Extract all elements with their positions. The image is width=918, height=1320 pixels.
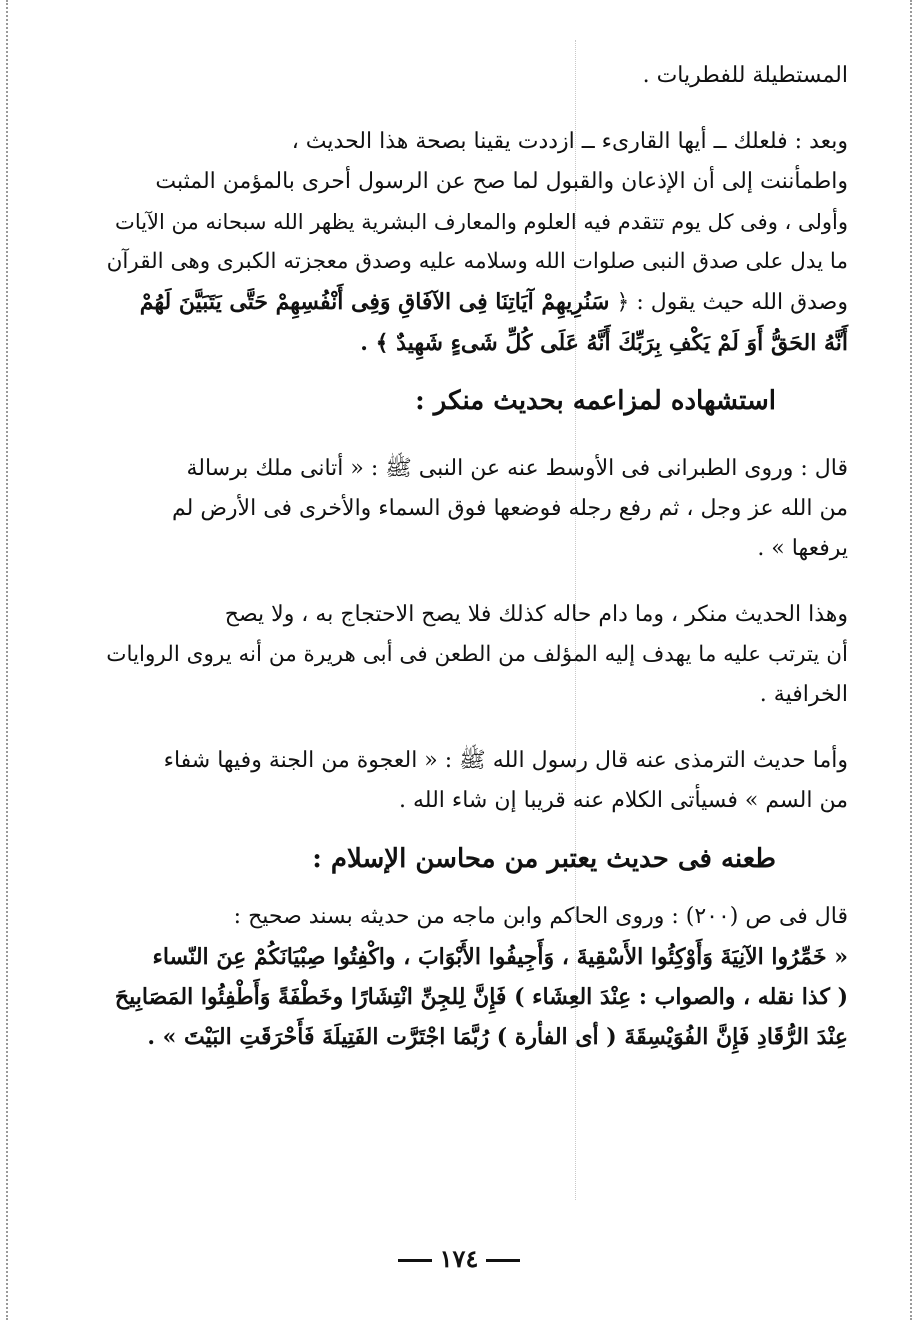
page-body xyxy=(100,56,848,1057)
scan-edge-left xyxy=(6,0,8,1320)
quran-verse-end: أَنَّهُ الحَقُّ أَوَ لَمْ يَكْفِ بِرَبِّكَ أَنَّهُ عَلَى كُلِّ شَىءٍ شَهِيدٌ ﴾ . xyxy=(360,330,848,356)
text-line: وأما حديث الترمذى عنه قال رسول الله ﷺ : « العجوة من الجنة وفيها شفاء xyxy=(163,748,848,773)
text-line: وأولى ، وفى كل يوم تتقدم فيه العلوم والمعارف البشرية يظهر الله سبحانه من الآيات xyxy=(115,210,848,234)
footer-dash-right xyxy=(486,1259,520,1262)
verse-line xyxy=(100,282,848,323)
paragraph-2 xyxy=(100,449,848,569)
page-footer xyxy=(0,1244,918,1273)
section-heading-1: استشهاده لمزاعمه بحديث منكر : xyxy=(415,386,776,416)
page-number: ١٧٤ xyxy=(439,1244,479,1273)
paragraph-3 xyxy=(100,595,848,715)
text-line: أن يترتب عليه ما يهدف إليه المؤلف من الطعن فى أبى هريرة من أنه يروى الروايات xyxy=(106,642,848,667)
paragraph-1 xyxy=(100,122,848,363)
text-line: يرفعها » . xyxy=(757,536,848,561)
paragraph-5 xyxy=(100,897,848,1057)
hadith-text-line: « خَمِّرُوا الآنِيَةَ وَأَوْكِئُوا الأَسْقِيةَ ، وَأَجِيفُوا الأَبْوَابَ ، واكْفِتُوا صِبْيَانَكُمْ عِنَ النّساء xyxy=(152,944,848,970)
text-line: وبعد : فلعلك ــ أيها القارىء ــ ازددت يقينا بصحة هذا الحديث ، xyxy=(291,129,848,154)
text-line: وهذا الحديث منكر ، وما دام حاله كذلك فلا يصح الاحتجاج به ، ولا يصح xyxy=(224,602,848,627)
paragraph-4 xyxy=(100,741,848,821)
section-heading-2: طعنه فى حديث يعتبر من محاسن الإسلام : xyxy=(312,844,776,874)
text-line: من الله عز وجل ، ثم رفع رجله فوضعها فوق السماء والأخرى فى الأرض لم xyxy=(172,496,848,521)
hadith-text-line: عِنْدَ الرُّقَادِ فَإِنَّ الفُوَيْسِقَةَ ( أى الفأرة ) رُبَّمَا اجْتَرَّت الفَتِيلَةَ فَأَحْرَقَتِ البَيْتَ » . xyxy=(147,1024,848,1050)
text-line: الخرافية . xyxy=(759,682,848,707)
text-line: واطمأننت إلى أن الإذعان والقبول لما صح عن الرسول أحرى بالمؤمن المثبت xyxy=(155,169,848,194)
text-line: قال فى ص (٢٠٠) : وروى الحاكم وابن ماجه من حديثه بسند صحيح : xyxy=(233,904,848,929)
continuation-line: المستطيلة للفطريات . xyxy=(642,63,848,88)
verse-lead: وصدق الله حيث يقول : ﴿ xyxy=(609,290,848,315)
text-line: ما يدل على صدق النبى صلوات الله وسلامه عليه وصدق معجزته الكبرى وهى القرآن xyxy=(106,249,848,274)
footer-dash-left xyxy=(398,1259,432,1262)
text-line: قال : وروى الطبرانى فى الأوسط عنه عن النبى ﷺ : « أتانى ملك برسالة xyxy=(186,456,848,481)
quran-verse: سَنُرِيهِمْ آيَاتِنَا فِى الآفَاقِ وَفِى أَنْفُسِهِمْ حَتَّى يَتَبَيَّنَ لَهُمْ xyxy=(139,289,610,315)
scan-edge-right xyxy=(910,0,912,1320)
text-line: من السم » فسيأتى الكلام عنه قريبا إن شاء الله . xyxy=(399,788,848,813)
hadith-text-line: ( كذا نقله ، والصواب : عِنْدَ العِشَاء ) فَإِنَّ لِلجِنِّ انْتِشَارًا وخَطْفَةً وَأَطْفِئُوا المَصَابِيحَ xyxy=(114,984,848,1010)
